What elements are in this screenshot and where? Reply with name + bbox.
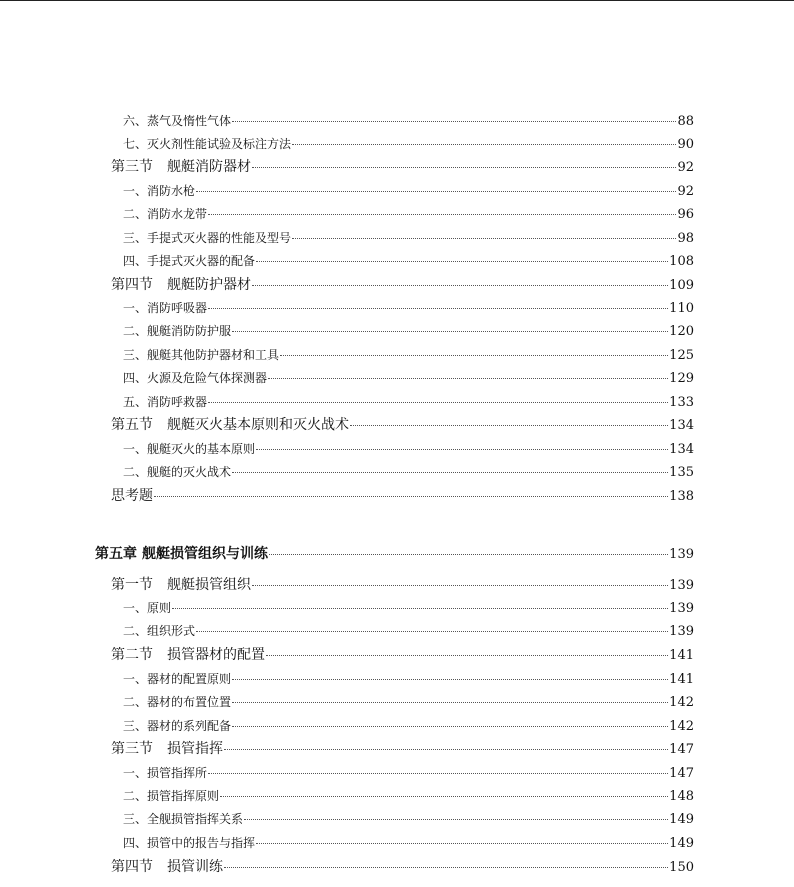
toc-page-number: 142 [669, 695, 694, 710]
toc-leader-dots [232, 678, 668, 680]
toc-page-number: 96 [677, 207, 694, 222]
toc-section-number: 第一节 [111, 577, 153, 593]
toc-item-title: 五、消防呼救器 [123, 395, 208, 409]
toc-item-title: 四、火源及危险气体探测器 [123, 371, 268, 385]
toc-item-title: 一、损管指挥所 [123, 766, 208, 780]
toc-leader-dots [208, 213, 676, 215]
toc-item-title: 一、原则 [123, 601, 172, 615]
toc-item-title: 三、器材的系列配备 [123, 719, 232, 733]
toc-section-title: 第一节 舰艇损管组织 [111, 577, 251, 593]
toc-item[interactable] [123, 325, 694, 338]
toc-section[interactable] [111, 160, 694, 174]
toc-item-title: 一、消防呼吸器 [123, 301, 208, 315]
toc-page-number: 135 [669, 465, 694, 480]
toc-section-number: 第五节 [111, 417, 153, 433]
toc-section[interactable] [111, 860, 694, 874]
toc-leader-dots [224, 748, 668, 750]
toc-item-title: 三、舰艇其他防护器材和工具 [123, 348, 280, 362]
toc-leader-dots [252, 166, 676, 168]
toc-page-number: 120 [669, 324, 694, 339]
toc-item[interactable] [123, 208, 694, 221]
toc-item[interactable] [123, 673, 694, 686]
toc-item[interactable] [123, 232, 694, 245]
toc-leader-dots [252, 284, 668, 286]
toc-page-number: 134 [669, 442, 694, 457]
toc-leader-dots [256, 448, 668, 450]
toc-leader-dots [208, 401, 668, 403]
toc-page-number: 92 [677, 160, 694, 175]
toc-item[interactable] [123, 138, 694, 151]
toc-item[interactable] [123, 372, 694, 385]
toc-page-number: 149 [669, 812, 694, 827]
toc-page-number: 98 [677, 231, 694, 246]
toc-leader-dots [196, 190, 676, 192]
toc-leader-dots [252, 584, 668, 586]
toc-leader-dots [232, 701, 668, 703]
toc-questions[interactable] [111, 489, 694, 503]
toc-leader-dots [232, 330, 668, 332]
toc-item[interactable] [123, 790, 694, 803]
toc-page-number: 139 [669, 578, 694, 593]
toc-leader-dots [256, 260, 668, 262]
toc-section-title: 第三节 损管指挥 [111, 741, 223, 757]
toc-page-number: 92 [677, 184, 694, 199]
toc-leader-dots [232, 471, 668, 473]
toc-leader-dots [256, 842, 668, 844]
toc-leader-dots [172, 607, 668, 609]
toc-section-title: 第三节 舰艇消防器材 [111, 159, 251, 175]
toc-section-title: 第五节 舰艇灭火基本原则和灭火战术 [111, 417, 349, 433]
toc-item[interactable] [123, 349, 694, 362]
toc-leader-dots [292, 143, 676, 145]
toc-section-title: 第四节 损管训练 [111, 859, 223, 875]
toc-section-number: 第四节 [111, 277, 153, 293]
toc-leader-dots [350, 424, 668, 426]
toc-section-title: 第二节 损管器材的配置 [111, 647, 265, 663]
toc-section-number: 第四节 [111, 859, 153, 875]
toc-item-title: 一、消防水枪 [123, 184, 196, 198]
toc-page-number: 148 [669, 789, 694, 804]
toc-section[interactable] [111, 578, 694, 592]
toc-section[interactable] [111, 418, 694, 432]
toc-item[interactable] [123, 696, 694, 709]
toc-page-number: 150 [669, 860, 694, 875]
toc-leader-dots [196, 630, 668, 632]
toc-item[interactable] [123, 255, 694, 268]
toc-page-number: 139 [669, 547, 694, 562]
toc-item-title: 一、器材的配置原则 [123, 672, 232, 686]
toc-section-number: 第三节 [111, 741, 153, 757]
toc-page-number: 88 [677, 114, 694, 129]
toc-item-title: 六、蒸气及惰性气体 [123, 114, 232, 128]
toc-questions-title: 思考题 [111, 488, 153, 504]
toc-item-title: 二、组织形式 [123, 624, 196, 638]
toc-leader-dots [269, 553, 668, 555]
toc-page-number: 142 [669, 719, 694, 734]
toc-item-title: 四、损管中的报告与指挥 [123, 836, 256, 850]
toc-leader-dots [266, 654, 668, 656]
toc-page-number: 108 [669, 254, 694, 269]
toc-item[interactable] [123, 625, 694, 638]
toc-leader-dots [232, 120, 676, 122]
toc-leader-dots [268, 377, 668, 379]
toc-page-number: 147 [669, 766, 694, 781]
toc-item-title: 二、器材的布置位置 [123, 695, 232, 709]
toc-item[interactable] [123, 602, 694, 615]
toc-item-title: 四、手提式灭火器的配备 [123, 254, 256, 268]
toc-page-number: 110 [669, 301, 694, 316]
toc-item[interactable] [123, 302, 694, 315]
toc-item-title: 二、消防水龙带 [123, 207, 208, 221]
toc-page-number: 134 [669, 418, 694, 433]
toc-item[interactable] [123, 767, 694, 780]
toc-leader-dots [208, 772, 668, 774]
toc-item[interactable] [123, 443, 694, 456]
toc-page-number: 141 [669, 672, 694, 687]
toc-leader-dots [224, 866, 668, 868]
toc-leader-dots [208, 307, 668, 309]
toc-item[interactable] [123, 466, 694, 479]
toc-section-title: 第四节 舰艇防护器材 [111, 277, 251, 293]
toc-page-number: 109 [669, 278, 694, 293]
toc-page-number: 125 [669, 348, 694, 363]
toc-item-title: 二、损管指挥原则 [123, 789, 220, 803]
toc-leader-dots [232, 725, 668, 727]
toc-item-title: 三、全舰损管指挥关系 [123, 812, 244, 826]
toc-page-number: 147 [669, 742, 694, 757]
toc-leader-dots [220, 795, 668, 797]
toc-chapter[interactable] [95, 547, 694, 561]
toc-section-number: 第三节 [111, 159, 153, 175]
toc-leader-dots [244, 818, 668, 820]
toc-item[interactable] [123, 396, 694, 409]
toc-item[interactable] [123, 813, 694, 826]
toc-leader-dots [154, 495, 668, 497]
toc-section[interactable] [111, 648, 694, 662]
toc-item[interactable] [123, 837, 694, 850]
toc-item-title: 二、舰艇消防防护服 [123, 324, 232, 338]
toc-chapter-number: 第五章 [95, 546, 137, 562]
toc-page-number: 90 [677, 137, 694, 152]
toc-page-number: 139 [669, 601, 694, 616]
toc-page-number: 129 [669, 371, 694, 386]
toc-item-title: 三、手提式灭火器的性能及型号 [123, 231, 292, 245]
toc-section[interactable] [111, 278, 694, 292]
toc-item-title: 一、舰艇灭火的基本原则 [123, 442, 256, 456]
toc-page-number: 133 [669, 395, 694, 410]
toc-leader-dots [280, 354, 668, 356]
toc-page-number: 149 [669, 836, 694, 851]
toc-page-number: 141 [669, 648, 694, 663]
toc-page-number: 138 [669, 489, 694, 504]
toc-section[interactable] [111, 742, 694, 756]
toc-item[interactable] [123, 185, 694, 198]
toc-leader-dots [292, 237, 676, 239]
toc-chapter-title: 第五章 舰艇损管组织与训练 [95, 546, 268, 562]
toc-item[interactable] [123, 115, 694, 128]
toc-item[interactable] [123, 720, 694, 733]
toc-section-number: 第二节 [111, 647, 153, 663]
toc-item-title: 二、舰艇的灭火战术 [123, 465, 232, 479]
toc-item-title: 七、灭火剂性能试验及标注方法 [123, 137, 292, 151]
toc-page-number: 139 [669, 624, 694, 639]
